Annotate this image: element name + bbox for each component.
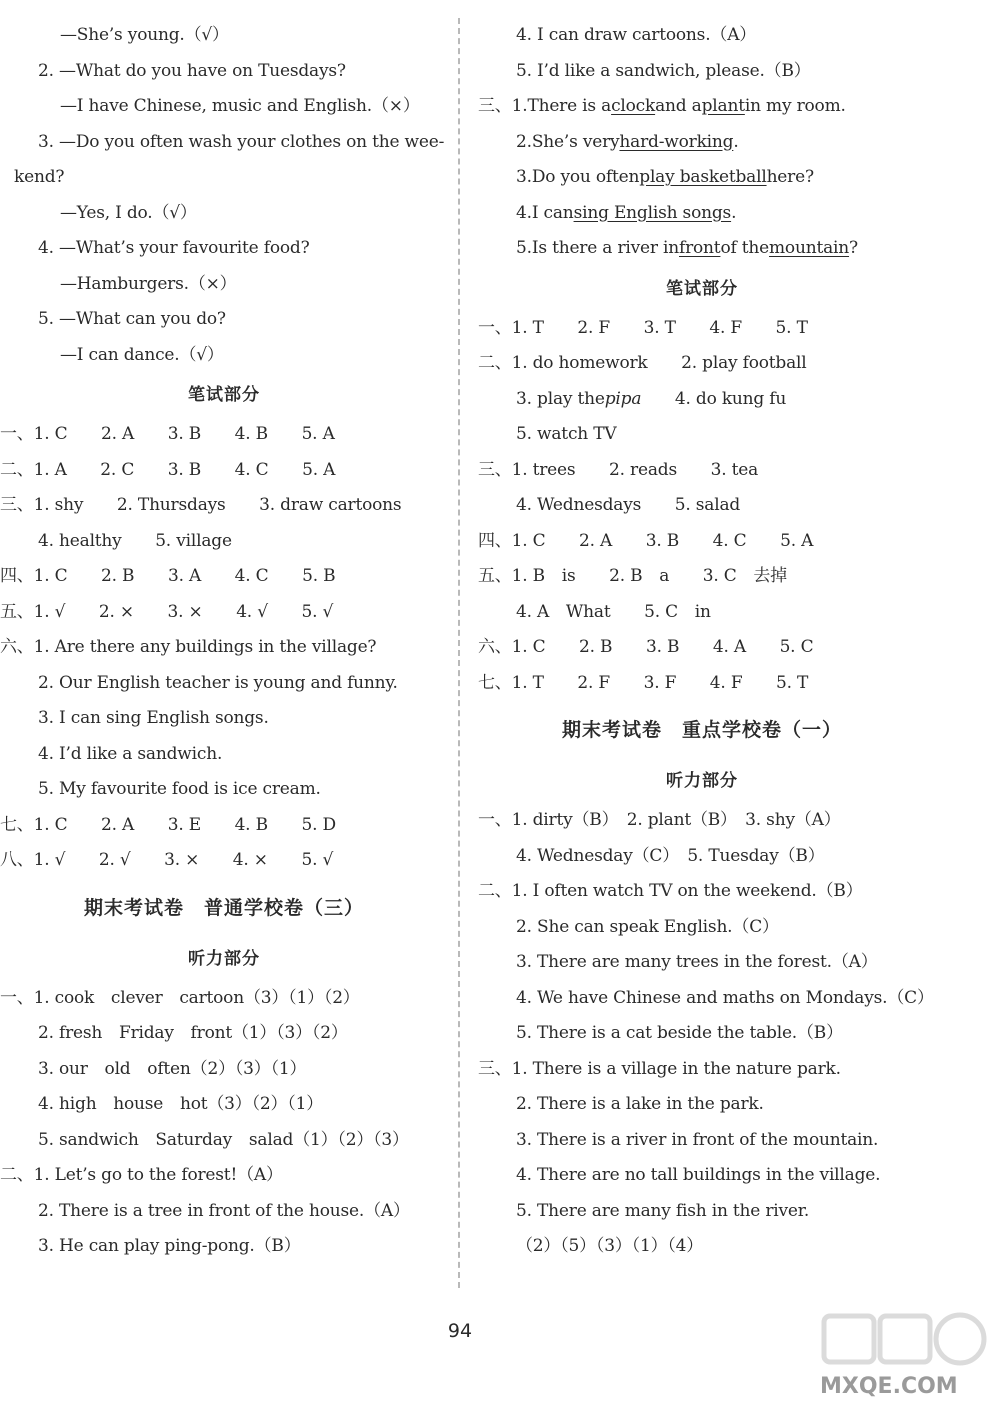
answer-line: 3. He can play ping-pong.（B） xyxy=(38,1236,301,1256)
answer-line: 2. fresh Friday front（1）（3）（2） xyxy=(38,1023,348,1043)
answer-line: 5. There are many fish in the river. xyxy=(516,1200,810,1221)
answer-line: 4. I can draw cartoons.（A） xyxy=(516,25,757,45)
answer-line: 4. A What 5. C in xyxy=(516,601,711,622)
underlined-answer-line: 4.I cansing English songs. xyxy=(516,202,737,223)
section-heading: 笔试部分 xyxy=(188,385,260,405)
answer-line: 3. I can sing English songs. xyxy=(38,708,269,728)
section-prefix: 三、 xyxy=(478,96,512,116)
answer-line: 5. watch TV xyxy=(516,424,617,444)
answer-line: 八、1. √ 2. √ 3. × 4. × 5. √ xyxy=(0,850,334,870)
answer-line: 七、1. T 2. F 3. F 4. F 5. T xyxy=(478,672,809,693)
answer-line: 4. healthy 5. village xyxy=(38,530,232,551)
answer-line: 5. —What can you do? xyxy=(38,309,226,329)
answer-line: 二、1. A 2. C 3. B 4. C 5. A xyxy=(0,459,336,480)
answer-line: 2. There is a tree in front of the house.（A） xyxy=(38,1200,410,1221)
answer-line: —I have Chinese, music and English.（×） xyxy=(60,96,420,116)
answer-line: kend? xyxy=(14,167,65,187)
answer-line: 六、1. C 2. B 3. B 4. A 5. C xyxy=(478,637,814,657)
answer-line: 4. I’d like a sandwich. xyxy=(38,743,223,764)
italic-word: pipa xyxy=(604,388,642,409)
answer-line: —Hamburgers.（×） xyxy=(60,273,237,294)
answer-line: 三、1. shy 2. Thursdays 3. draw cartoons xyxy=(0,495,402,515)
answer-line: 2. There is a lake in the park. xyxy=(516,1094,764,1114)
answer-line: 二、1. do homework 2. play football xyxy=(478,353,807,373)
answer-line: 五、1. √ 2. × 3. × 4. √ 5. √ xyxy=(0,601,334,622)
answer-line: 5. My favourite food is ice cream. xyxy=(38,779,321,799)
underlined-answer-line: 5.Is there a river infrontof themountain? xyxy=(516,238,858,258)
answer-line: 4. Wednesdays 5. salad xyxy=(516,495,741,515)
answer-line: 三、1. trees 2. reads 3. tea xyxy=(478,459,759,480)
answer-line: 4. There are no tall buildings in the village. xyxy=(516,1165,881,1185)
underlined-word: hard-working xyxy=(619,131,734,152)
answer-line: —I can dance.（√） xyxy=(60,344,224,365)
underlined-word: front xyxy=(679,238,721,258)
underlined-word: play basketball xyxy=(639,167,767,187)
answer-line: 2. Our English teacher is young and funny. xyxy=(38,672,398,693)
answer-line: 2. —What do you have on Tuesdays? xyxy=(38,60,346,81)
answer-line: 二、1. Let’s go to the forest!（A） xyxy=(0,1165,283,1185)
underlined-word: plant xyxy=(701,96,745,116)
answer-line: （2）（5）（3）（1）（4） xyxy=(516,1236,704,1256)
answer-line: 4. We have Chinese and maths on Mondays.（C） xyxy=(516,987,934,1008)
answer-line: 3. our old often（2）（3）（1） xyxy=(38,1058,307,1079)
underlined-answer-line: 三、1.There is aclockand aplantin my room. xyxy=(472,89,932,125)
exam-title: 期末考试卷 普通学校卷（三） xyxy=(83,896,364,919)
answer-line: 2. She can speak English.（C） xyxy=(516,916,779,937)
answer-line: 二、1. I often watch TV on the weekend.（B） xyxy=(478,881,863,901)
underlined-word: sing English songs xyxy=(573,202,732,223)
section-heading: 听力部分 xyxy=(188,948,260,969)
page-number: 94 xyxy=(447,1320,473,1342)
left-column xyxy=(0,18,448,1265)
answer-line: —Yes, I do.（√） xyxy=(60,202,197,223)
answer-line: 4. high house hot（3）（2）（1） xyxy=(38,1094,324,1114)
answer-line: 一、1. T 2. F 3. T 4. F 5. T xyxy=(478,317,808,338)
watermark-text: MXQE.COM xyxy=(820,1374,958,1399)
answer-line: 四、1. C 2. B 3. A 4. C 5. B xyxy=(0,566,336,586)
answer-line: —She’s young.（√） xyxy=(60,25,229,45)
answer-line: 3. play thepipa 4. do kung fu xyxy=(516,388,787,409)
answer-line: 一、1. C 2. A 3. B 4. B 5. A xyxy=(0,424,335,444)
section-heading: 听力部分 xyxy=(666,771,738,791)
answer-line: 3. There is a river in front of the mountain. xyxy=(516,1129,879,1150)
underlined-word: clock xyxy=(611,96,656,116)
answer-line: 4. —What’s your favourite food? xyxy=(38,238,310,258)
answer-line: 五、1. B is 2. B a 3. C 去掉 xyxy=(478,566,787,586)
answer-line: 四、1. C 2. A 3. B 4. C 5. A xyxy=(478,530,814,551)
answer-line: 三、1. There is a village in the nature park. xyxy=(478,1058,841,1079)
underlined-answer-line: 2.She’s veryhard-working. xyxy=(516,131,739,152)
underlined-answer-line: 3.Do you oftenplay basketballhere? xyxy=(516,167,814,187)
section-heading: 笔试部分 xyxy=(666,278,738,299)
column-divider xyxy=(458,18,460,1288)
underlined-word: mountain xyxy=(769,238,850,258)
answer-line: 一、1. cook clever cartoon（3）（1）（2） xyxy=(0,987,360,1008)
answer-line: 七、1. C 2. A 3. E 4. B 5. D xyxy=(0,814,336,835)
answer-line: 六、1. Are there any buildings in the village? xyxy=(0,637,377,657)
answer-line: 5. sandwich Saturday salad（1）（2）（3） xyxy=(38,1129,409,1150)
answer-line: 3. —Do you often wash your clothes on the wee- xyxy=(38,131,445,152)
exam-title: 期末考试卷 重点学校卷（一） xyxy=(561,719,842,741)
answer-line: 3. There are many trees in the forest.（A） xyxy=(516,952,878,972)
answer-line: 5. I’d like a sandwich, please.（B） xyxy=(516,60,811,81)
answer-line: 5. There is a cat beside the table.（B） xyxy=(516,1023,843,1043)
right-column xyxy=(472,18,932,1265)
answer-line: 4. Wednesday（C） 5. Tuesday（B） xyxy=(516,845,825,866)
answer-line: 一、1. dirty（B） 2. plant（B） 3. shy（A） xyxy=(478,810,841,830)
